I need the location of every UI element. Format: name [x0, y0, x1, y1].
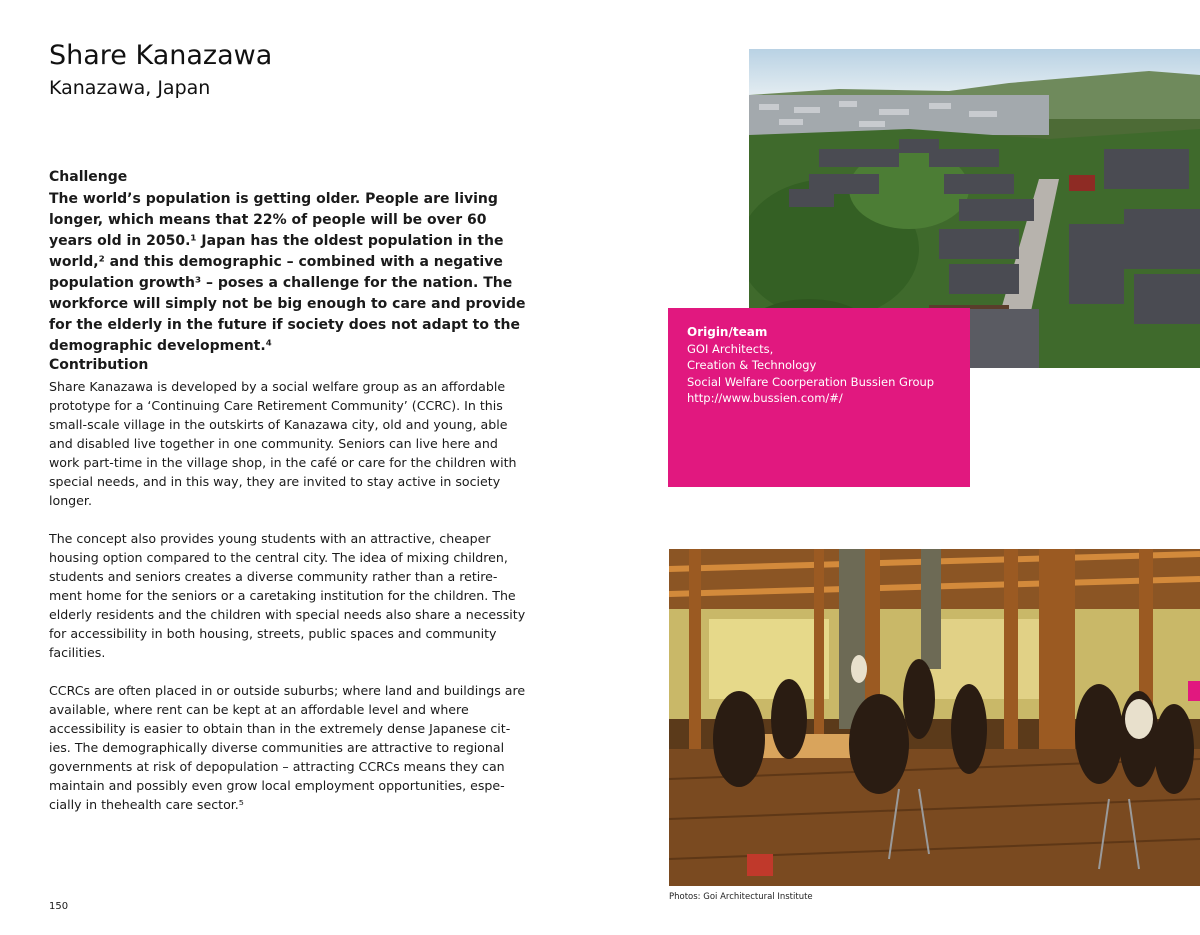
origin-organization: Social Welfare Coorperation Bussien Group [687, 374, 935, 389]
origin-heading: Origin/team [687, 325, 768, 339]
page-number: 150 [49, 901, 69, 912]
origin-partner: Creation & Technology [687, 358, 817, 372]
page-edge-marker [1188, 681, 1200, 701]
challenge-heading: Challenge [49, 169, 128, 185]
contribution-paragraph: The concept also provides young students with an attractive, cheaper housing option compared to the central city. The idea of mixing children, students and seniors creates a diverse community rather than a retire-ment home for the seniors or a caretaking institution for the children. The elderly residents and the children with special needs also share a necessity for accessibility in both housing, streets, public spaces and community facilities. [49, 531, 526, 660]
photo-credit: Photos: Goi Architectural Institute [669, 892, 813, 902]
origin-team-box [668, 308, 970, 487]
page-title: Share Kanazawa [49, 40, 273, 71]
page-subtitle: Kanazawa, Japan [49, 77, 211, 99]
cafe-interior-photo [669, 549, 1200, 886]
origin-website-link[interactable]: http://www.bussien.com/#/ [687, 391, 843, 405]
contribution-body [49, 377, 529, 833]
contribution-heading: Contribution [49, 357, 149, 373]
challenge-body: The world’s population is getting older. People are living longer, which means that 22% of people will be over 60 years old in 2050.¹ Japan has the oldest population in the world,² and this demographic – combined with a negative population growth³ – poses a challenge for the nation. The workforce will simply not be big enough to care and provide for the elderly in the future if society does not adapt to the demographic development.⁴ [49, 191, 526, 354]
origin-architect: GOI Architects, [687, 341, 774, 356]
contribution-paragraph: Share Kanazawa is developed by a social welfare group as an affordable prototype for a ‘Continuing Care Retirement Community’ (CCRC). In this small-scale village in the outskirts of Kanazawa city, old and young, able and disabled live together in one community. Seniors can live here and work part-time in the village shop, in the café or care for the children with special needs, and in this way, they are invited to stay active in society longer. [49, 379, 517, 508]
contribution-paragraph: CCRCs are often placed in or outside suburbs; where land and buildings are available, where rent can be kept at an affordable level and where accessibility is easier to obtain than in the extremely dense Japanese cit-ies. The demographically diverse communities are attractive to regional governments at risk of depopulation – attracting CCRCs means they can maintain and possibly even grow local employment opportunities, espe-cially in thehealth care sector.⁵ [49, 683, 526, 812]
